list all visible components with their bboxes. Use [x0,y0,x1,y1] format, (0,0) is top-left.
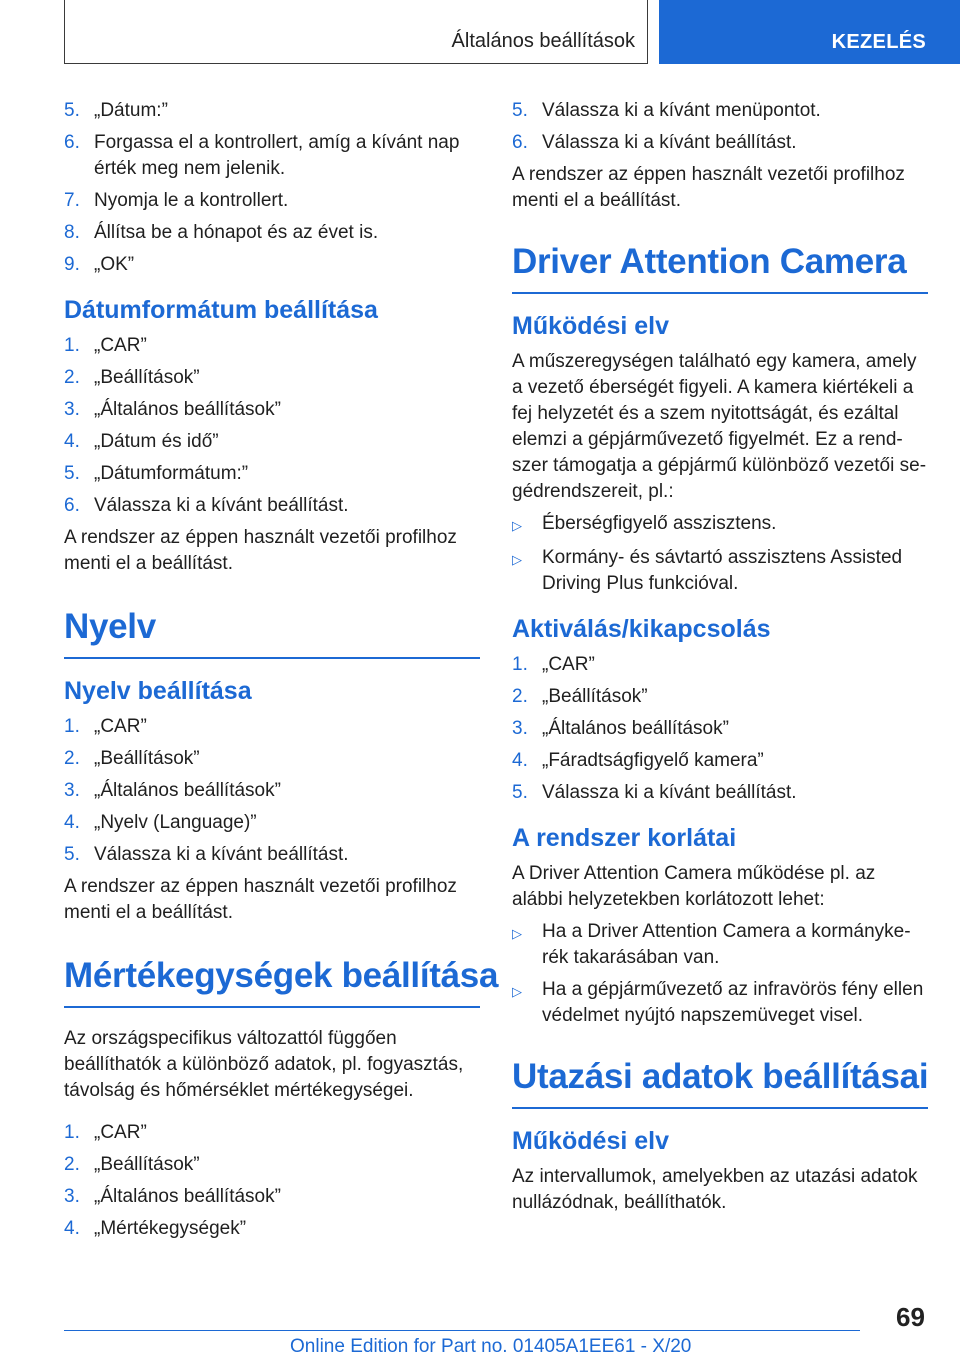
step-number: 3. [64,780,80,801]
step-text: „Fáradtságfigyelő kamera” [542,750,764,771]
heading-language-setting: Nyelv beállítása [64,677,252,705]
header-tab[interactable] [659,0,960,64]
step-text: Válassza ki a kívánt beállítást. [94,844,349,865]
header-title: Általános beállítások [451,30,635,52]
step-number: 6. [64,132,80,153]
list-item [64,1120,480,1146]
list-item [512,748,928,774]
step-text: Válassza ki a kívánt beállítást. [94,495,349,516]
step-text: „Általános beállítások” [94,399,281,420]
paragraph-principle: Az intervallumok, amelyekben az utazási adatok nullázódnak, beállíthatók. [512,1166,918,1213]
step-number: 4. [512,750,528,771]
step-text: „Beállítások” [94,748,200,769]
step-number: 5. [512,100,528,121]
footer-divider [64,1330,860,1331]
step-text: Válassza ki a kívánt beállítást. [542,782,797,803]
triangle-bullet-icon: ▷ [512,518,522,533]
list-item [64,130,480,182]
list-item [64,429,480,455]
step-number: 7. [64,190,80,211]
step-text: „Dátumformátum:” [94,463,249,484]
list-item [64,365,480,391]
step-number: 2. [512,686,528,707]
list-item [64,1216,480,1242]
list-item [512,780,928,806]
list-item [64,493,480,519]
step-number: 2. [64,748,80,769]
list-item [512,98,928,124]
step-text: „Beállítások” [542,686,648,707]
step-text: „CAR” [542,654,595,675]
step-number: 1. [512,654,528,675]
step-number: 9. [64,254,80,275]
bullet-text: Kormány- és sávtartó asszisztens Assisted Driving Plus funkcióval. [542,547,903,594]
left-column [64,98,499,1248]
step-number: 8. [64,222,80,243]
list-item [64,397,480,423]
step-number: 5. [64,100,80,121]
step-number: 5. [512,782,528,803]
paragraph-saved: A rendszer az éppen használt vezetői profilhoz menti el a beállítást. [64,527,457,574]
list-item [64,746,480,772]
page-number: 69 [896,1302,925,1332]
triangle-bullet-icon: ▷ [512,926,522,941]
step-number: 1. [64,1122,80,1143]
step-number: 3. [512,718,528,739]
step-number: 1. [64,716,80,737]
step-text: „Dátum:” [94,100,168,121]
step-text: „CAR” [94,335,147,356]
list-item [64,714,480,740]
heading-units: Mértékegységek beállítása [64,956,480,1008]
bullet-text: Éberségfigyelő asszisztens. [542,513,777,534]
heading-activation: Aktiválás/kikapcsolás [512,615,771,643]
triangle-bullet-icon: ▷ [512,552,522,567]
header-box [64,0,648,64]
step-text: „Mértékegységek” [94,1218,247,1239]
list-item [64,461,480,487]
triangle-bullet-icon: ▷ [512,984,522,999]
heading-language: Nyelv [64,607,480,659]
header-tab-label: KEZELÉS [831,31,926,53]
step-text: Válassza ki a kívánt beállítást. [542,132,797,153]
list-item [64,252,480,278]
right-column [512,98,928,1222]
step-text: „Beállítások” [94,1154,200,1175]
step-text: „Általános beállítások” [94,1186,281,1207]
step-number: 5. [64,463,80,484]
footer-edition: Online Edition for Part no. 01405A1EE61 - X/20 [290,1336,692,1357]
step-number: 2. [64,1154,80,1175]
list-item [512,716,928,742]
list-item [64,1184,480,1210]
step-text: „Nyelv (Language)” [94,812,257,833]
heading-principle: Működési elv [512,1127,669,1155]
step-number: 6. [512,132,528,153]
step-text: „Általános beállítások” [542,718,729,739]
paragraph-limits: A Driver Attention Camera működése pl. az alábbi helyzetekben korlátozott lehet: [512,863,876,910]
list-item [512,919,928,971]
list-item [64,333,480,359]
list-item [64,220,480,246]
list-item [64,188,480,214]
list-item [512,545,928,597]
paragraph-principle: A műszeregységen található egy kamera, amely a vezető éberségét figyeli. A kamera kiértékeli a fej helyzetét és a szem nyitottságát, és ezáltal elemzi a gépjárművezető figyelmét. Ez a rendszer támogatja a gépjármű különböző vezetői segédrendszereit, pl.: [512,351,927,502]
list-item [512,511,928,539]
bullet-text: Ha a gépjárművezető az infravörös fény ellen védelmet nyújtó napszemüveget visel. [542,979,924,1026]
paragraph-saved: A rendszer az éppen használt vezetői profilhoz menti el a beállítást. [512,164,905,211]
step-text: Nyomja le a kontrollert. [94,190,289,211]
step-text: Állítsa be a hónapot és az évet is. [94,222,379,243]
list-item [64,98,480,124]
step-text: „Beállítások” [94,367,200,388]
paragraph-saved: A rendszer az éppen használt vezetői profilhoz menti el a beállítást. [64,876,457,923]
heading-dateformat: Dátumformátum beállítása [64,296,378,324]
step-number: 3. [64,1186,80,1207]
list-item [512,684,928,710]
list-item [512,977,928,1029]
step-text: „CAR” [94,716,147,737]
step-text: Forgassa el a kontrollert, amíg a kívánt nap érték meg nem jelenik. [94,132,460,179]
list-item [512,130,928,156]
paragraph-units: Az országspecifikus változattól függően beállíthatók a különböző adatok, pl. fogyasztás, távolság és hőmérséklet mértékegységei. [64,1028,464,1101]
step-text: Válassza ki a kívánt menüpontot. [542,100,821,121]
heading-trip: Utazási adatok beállításai [512,1057,928,1109]
step-number: 2. [64,367,80,388]
step-text: „Általános beállítások” [94,780,281,801]
step-number: 5. [64,844,80,865]
bullet-text: Ha a Driver Attention Camera a kormánykerék takarásában van. [542,921,911,968]
step-number: 4. [64,812,80,833]
list-item [512,652,928,678]
heading-principle: Működési elv [512,312,669,340]
step-number: 4. [64,431,80,452]
list-item [64,810,480,836]
step-number: 6. [64,495,80,516]
step-text: „Dátum és idő” [94,431,219,452]
heading-limits: A rendszer korlátai [512,824,737,852]
list-item [64,1152,480,1178]
step-text: „OK” [94,254,135,275]
step-number: 1. [64,335,80,356]
step-number: 4. [64,1218,80,1239]
heading-camera: Driver Attention Camera [512,242,928,294]
list-item [64,842,480,868]
list-item [64,778,480,804]
step-number: 3. [64,399,80,420]
step-text: „CAR” [94,1122,147,1143]
